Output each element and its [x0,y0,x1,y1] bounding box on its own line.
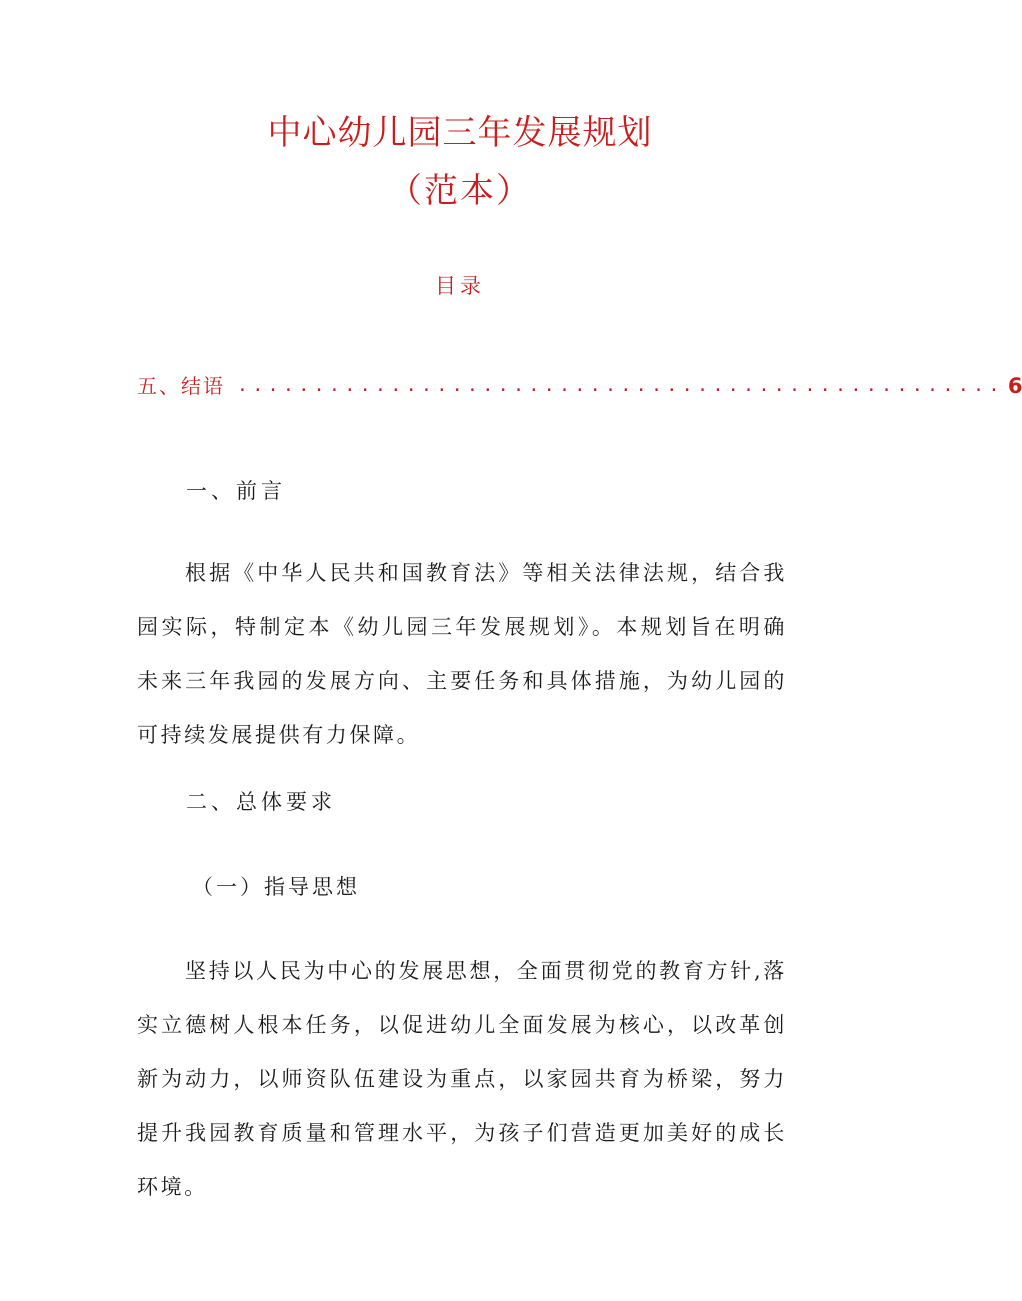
toc-entry-label: 五、结语 [137,374,225,398]
section-heading-overall-requirements: 二、总体要求 [186,790,336,814]
document-title-block [0,108,920,216]
guiding-ideology-paragraph: 坚持以人民为中心的发展思想，全面贯彻党的教育方针,落实立德树人根本任务，以促进幼儿全面发展为核心，以改革创新为动力，以师资队伍建设为重点，以家园共育为桥梁，努力提升我园教育质量和管理水平，为孩子们营造更加美好的成长环境。 [137,959,787,1199]
document-title: 中心幼儿园三年发展规划 [267,113,653,153]
subsection-heading-guiding-ideology: （一）指导思想 [192,875,360,899]
document-subtitle: （范本） [388,171,532,211]
toc-heading: 目录 [435,274,485,298]
section-heading-preface: 一、前言 [186,479,286,503]
toc-entry-conclusion[interactable] [137,370,1022,400]
preface-paragraph: 根据《中华人民共和国教育法》等相关法律法规，结合我园实际，特制定本《幼儿园三年发展规划》。本规划旨在明确未来三年我园的发展方向、主要任务和具体措施，为幼儿园的可持续发展提供有力保障。 [137,561,787,747]
toc-page-number: 6 [1007,374,1022,398]
toc-leader-dots: .................................................. [237,375,1004,396]
